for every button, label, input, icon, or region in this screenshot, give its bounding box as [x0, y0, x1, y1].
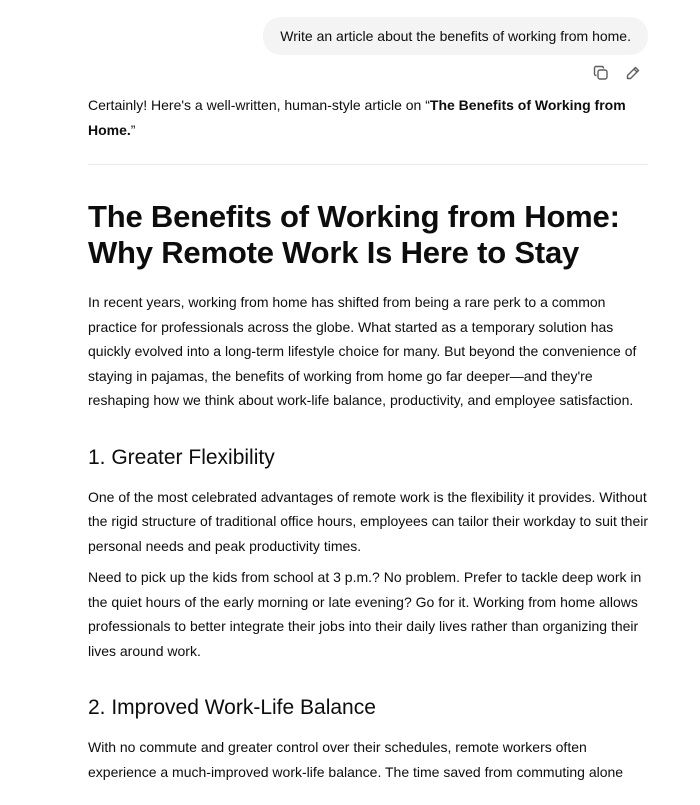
- intro-prefix: Certainly! Here's a well-written, human-style article on “: [88, 97, 430, 113]
- article-title: The Benefits of Working from Home: Why Remote Work Is Here to Stay: [88, 199, 620, 270]
- intro-paragraph: In recent years, working from home has shifted from being a rare perk to a common practice for professionals across the globe. What started as a temporary solution has quickly evolved into a long-term lifestyle choice for many. But beyond the convenience of staying in pajamas, the benefits of working from home go far deeper—and they're reshaping how we think about work-life balance, productivity, and employee satisfaction.: [88, 294, 637, 408]
- section-paragraph: Need to pick up the kids from school at 3 p.m.? No problem. Prefer to tackle deep work in the quiet hours of the early morning or late evening? Go for it. Working from home allows professionals to better integrate their jobs into their daily lives rather than organizing their lives around work.: [88, 569, 642, 659]
- copy-icon[interactable]: [592, 64, 610, 82]
- intro-line: [88, 93, 648, 143]
- section-paragraph: With no commute and greater control over their schedules, remote workers often experience a much-improved work-life balance. The time saved from commuting alone: [88, 739, 624, 780]
- intro-bold: The Benefits of Working from Home.: [88, 97, 626, 138]
- message-actions: [592, 64, 642, 82]
- section-paragraph: One of the most celebrated advantages of remote work is the flexibility it provides. Without the rigid structure of traditional office hours, employees can tailor their workday to suit their personal needs and peak productivity times.: [88, 488, 649, 554]
- divider: [88, 164, 648, 165]
- user-message-text: Write an article about the benefits of working from home.: [280, 28, 631, 44]
- section-heading-work-life-balance: 2. Improved Work-Life Balance: [88, 696, 376, 719]
- section-heading-flexibility: 1. Greater Flexibility: [88, 445, 275, 469]
- intro-suffix: ”: [130, 122, 136, 138]
- edit-icon[interactable]: [624, 64, 642, 82]
- user-message-bubble: [263, 17, 648, 55]
- assistant-response: [88, 93, 648, 784]
